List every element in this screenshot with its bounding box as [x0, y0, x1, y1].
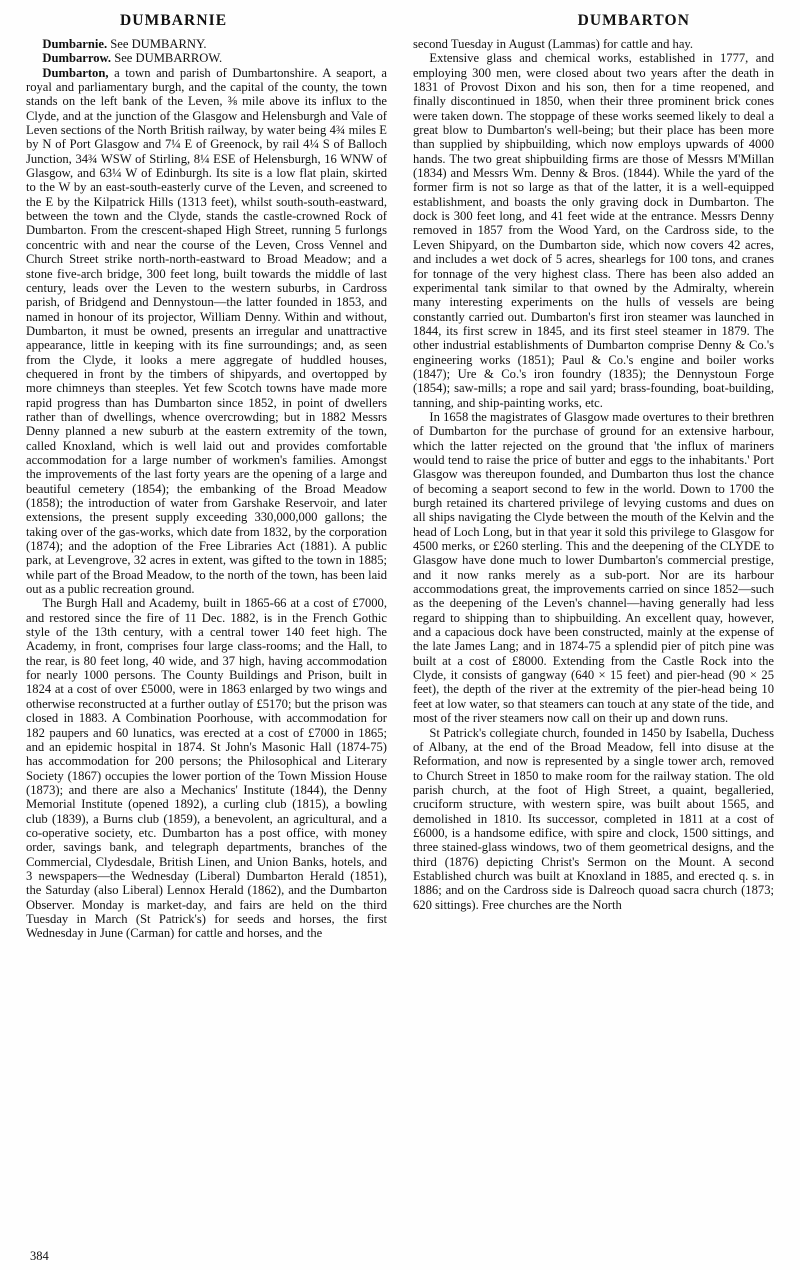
page-folio-number: 384	[30, 1249, 49, 1263]
paragraph-glass-chemical-works: Extensive glass and chemical works, established in 1777, and employing 300 men, were closed about two years after the death in 1831 of Provost Dixon and his son, then for a time reopened, and finally discontinued in 1850, when their three prominent brick cones were taken down. The stoppage of these works seemed likely to deal a great blow to Dumbarton's well-being; but their place has been more than supplied by shipbuilding, which now employs upwards of 4000 hands. The two great shipbuilding firms are those of Messrs M'Millan (1834) and Messrs Wm. Denny & Bros. (1844). While the yard of the former firm is not so large as that of the latter, it is a well-equipped establishment, and boasts the only graving dock in Dumbarton. The dock is 300 feet long, and 41 feet wide at the entrance. Messrs Denny removed in 1857 from the Wood Yard, on the Cardross side, to the Leven Shipyard, on the Dumbarton side, which now covers 42 acres, and includes a wet dock of 5 acres, shearlegs for 100 tons, and cranes for tonnage of the very highest class. There has been also added an experimental tank similar to that owned by the Admiralty, wherein many interesting experiments on the hulls of vessels are being constantly carried out. Dumbarton's first iron steamer was launched in 1844, its first screw in 1845, and its first steel steamer in 1879. The other industrial establishments of Dumbarton comprise Denny & Co.'s engineering works (1851); Paul & Co.'s engine and boiler works (1847); Ure & Co.'s iron foundry (1835); the Dennystoun Forge (1854); saw-mills; a rope and sail yard; brass-founding, boat-building, tanning, and ship-painting works, etc.	[413, 51, 774, 410]
entry-body: See DUMBARNY.	[107, 37, 207, 51]
paragraph-burgh-hall: The Burgh Hall and Academy, built in 1865-66 at a cost of £7000, and restored since the fire of 11 Dec. 1882, is in the French Gothic style of the 13th century, with a central tower 140 feet high. The Academy, in front, comprises four large class-rooms; and the Hall, to the rear, is 80 feet long, 40 wide, and 37 high, having accommodation for nearly 1000 persons. The County Buildings and Prison, built in 1824 at a cost of over £5000, were in 1863 enlarged by two wings and otherwise reconstructed at a further outlay of £5170; but the prison was closed in 1883. A Combination Poorhouse, with accommodation for 182 paupers and 60 lunatics, was erected at a cost of £7000 in 1865; and an epidemic hospital in 1874. St John's Masonic Hall (1874-75) has accommodation for 200 persons; the Philosophical and Literary Society (1867) occupies the lower portion of the Town Mission House (1873); and there are also a Mechanics' Institute (1844), the Denny Memorial Institute (opened 1892), a curling club (1815), a bowling club (1839), a Burns club (1859), a benevolent, an agricultural, and a co-operative society, etc. Dumbarton has a post office, with money order, savings bank, and telegraph departments, branches of the Commercial, Clydesdale, British Linen, and Union Banks, hotels, and 3 newspapers—the Wednesday (Liberal) Dumbarton Herald (1851), the Saturday (also Liberal) Lennox Herald (1862), and the Dumbarton Observer. Monday is market-day, and fairs are held on the third Tuesday in March (St Patrick's) for seeds and horses, the first Wednesday in June (Carman) for cattle and horses, and the	[26, 596, 387, 941]
running-head-left: DUMBARNIE	[120, 12, 228, 29]
entry-body: a town and parish of Dumbartonshire. A seaport, a royal and parliamentary burgh, and the capital of the county, the town stands on the left bank of the Leven, ⅜ mile above its influx to the Clyde, and at the junction of the Glasgow and Helensburgh and Vale of Leven sections of the North British railway, by water being 4¾ miles E by N of Port Glasgow and 7¼ E of Greenock, by rail 4¼ S of Balloch Junction, 34¾ WSW of Stirling, 8¼ ESE of Helensburgh, 16 WNW of Glasgow, and 63¼ W of Edinburgh. Its site is a low flat plain, skirted to the W by an east-south-easterly curve of the Leven, and screened to the E by the Kilpatrick Hills (1313 feet), whilst south-south-eastward, between the town and the Clyde, stands the castle-crowned Rock of Dumbarton. From the crescent-shaped High Street, running 5 furlongs concentric with and near the course of the Leven, Cross Vennel and Church Street strike north-north-eastward to Broad Meadow; and a stone five-arch bridge, 300 feet long, built towards the middle of last century, leads over the Leven to the western suburbs, in Cardross parish, of Bridgend and Dennystoun—the latter founded in 1853, and named in honour of its projector, William Denny. Within and without, Dumbarton, it must be owned, presents an irregular and unattractive appearance, little in keeping with its fine surroundings; and, as seen from the Clyde, it looks a mere aggregate of huddled houses, chequered in front by the timbers of shipyards, and overtopped by more chimneys than steeples. Yet few Scotch towns have made more rapid progress than has Dumbarton since 1852, in point of dwellers rather than of dwellings, whence overcrowding; but in 1882 Messrs Denny planned a new suburb at the eastern extremity of the town, called Knoxland, which is well laid out and provides comfortable accommodation for a large number of workmen's families. Amongst the improvements of the last forty years are the opening of a large and beautiful cemetery (1854); the embanking of the Broad Meadow (1858); the introduction of water from Garshake Reservoir, and later extensions, the present supply exceeding 330,000,000 gallons; the taking over of the gas-works, which date from 1832, by the corporation (1874); and the adoption of the Free Libraries Act (1881). A public park, at Levengrove, 32 acres in extent, was gifted to the town in 1885; while part of the Broad Meadow, to the north of the town, has been laid out as a public recreation ground.	[26, 65, 387, 597]
entry-body: See DUMBARROW.	[111, 51, 223, 66]
entry-headword: Dumbarnie.	[42, 37, 108, 51]
paragraph-st-patricks-church: St Patrick's collegiate church, founded in 1450 by Isabella, Duchess of Albany, at the end of the Broad Meadow, fell into disuse at the Reformation, and now is represented by a single tower arch, removed to Church Street in 1850 to make room for the railway station. The old parish church, at the foot of High Street, a quaint, begalleried, cruciform structure, with western spire, was built about 1565, and demolished in 1810. Its successor, completed in 1811 at a cost of £6000, is a handsome edifice, with spire and clock, 1500 sittings, and three stained-glass windows, two of them geometrical designs, and the third (1876) depicting Christ's Sermon on the Mount. A second Established church was built at Knoxland in 1885, and erected q. s. in 1886; and on the Cardross side is Dalreoch quoad sacra church (1873; 620 sittings). Free churches are the North	[413, 725, 774, 912]
entry-headword: Dumbarrow.	[42, 51, 112, 66]
page-running-heads	[26, 12, 774, 30]
entry-headword: Dumbarton,	[42, 65, 109, 80]
running-head-right: DUMBARTON	[577, 12, 690, 29]
entry-dumbarrow	[26, 51, 387, 65]
entry-dumbarnie	[26, 37, 387, 51]
paragraph-magistrates-1658: In 1658 the magistrates of Glasgow made overtures to their brethren of Dumbarton for the purchase of ground for an extensive harbour, which the latter rejected on the ground that 'the influx of mariners would tend to raise the price of butter and eggs to the inhabitants.' Port Glasgow was thereupon founded, and Dumbarton thus lost the chance of becoming a seaport second to few in the world. Down to 1700 the burgh retained its chartered privilege of levying customs and dues on all ships navigating the Clyde between the mouth of the Kelvin and the head of Loch Long, but in that year it sold this privilege to Glasgow for 4500 merks, or £260 sterling. This and the deepening of the CLYDE to Glasgow have done much to lower Dumbarton's commercial prestige, and it now ranks merely as a sub-port. Nor are its harbour accommodations great, the improvements carried on since 1852—such as the deepening of the Leven's channel—having generally had less regard to shipping than to shipbuilding. An excellent quay, however, and a capacious dock have been constructed, mainly at the expense of the late James Lang; and in 1874-75 a splendid pier of pitch pine was built at a cost of £8000. Extending from the Castle Rock into the Clyde, it consists of gangway (640 × 15 feet) and pier-head (90 × 25 feet), the depth of the river at the extremity of the pier-head being 10 feet at low water, so that steamers can touch at any state of the tide, and most of the river steamers now call on their up and down runs.	[413, 409, 774, 726]
column-right	[400, 37, 774, 912]
column-left	[26, 37, 400, 941]
text-columns	[26, 37, 774, 941]
entry-dumbarton	[26, 66, 387, 597]
paragraph-continuation: second Tuesday in August (Lammas) for cattle and hay.	[413, 37, 694, 51]
